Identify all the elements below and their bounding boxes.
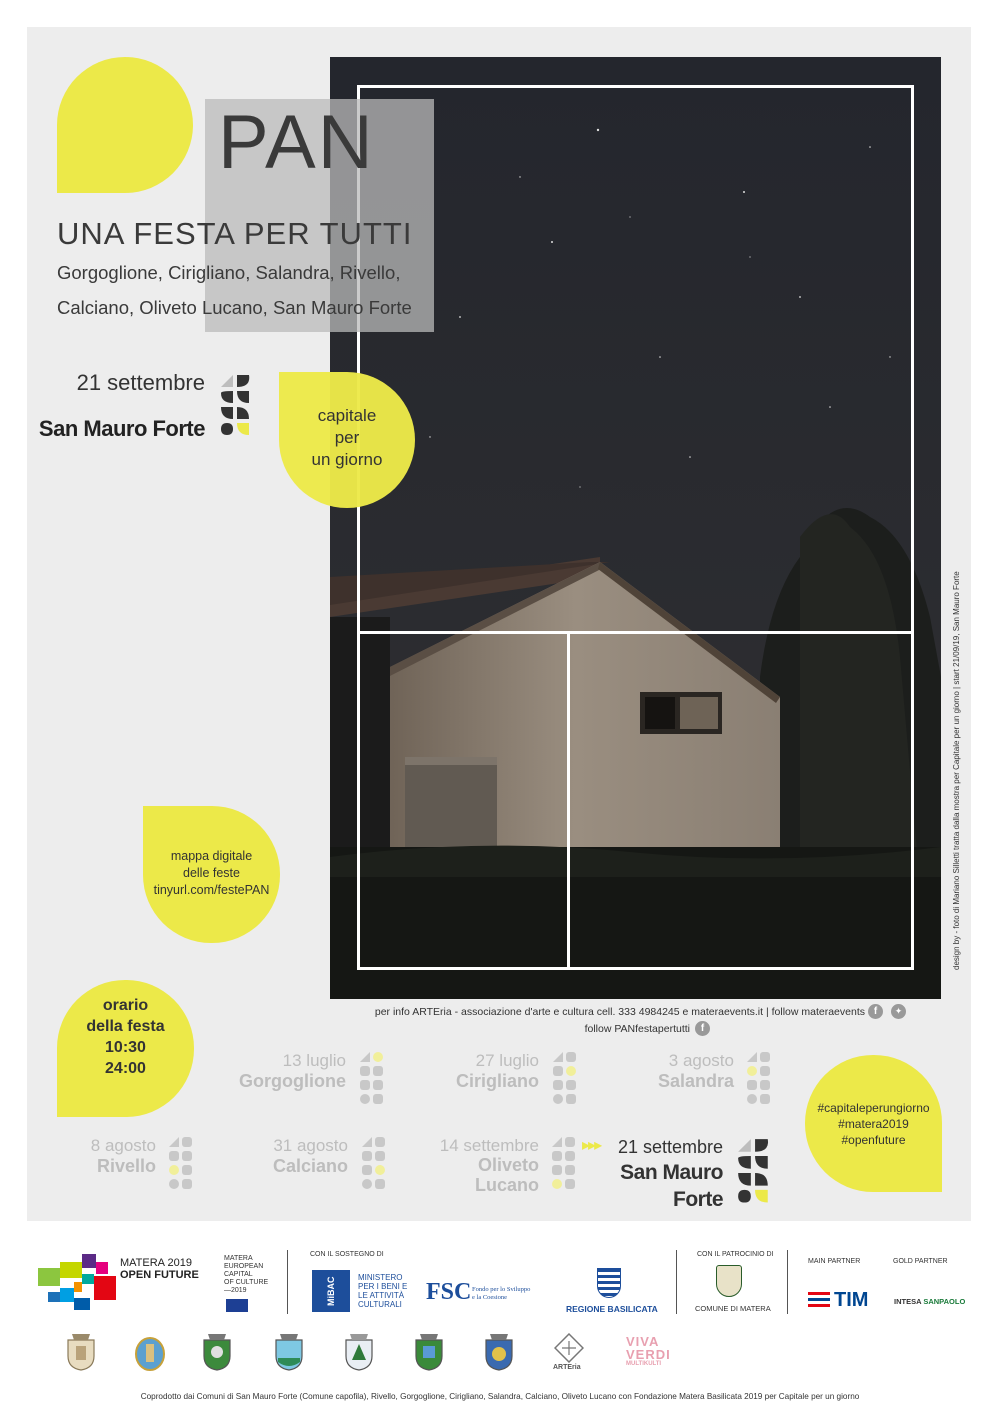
orario-line-1: orario bbox=[102, 997, 149, 1014]
matera-title-2: OPEN FUTURE bbox=[120, 1269, 199, 1281]
yellow-drop-logo bbox=[57, 57, 193, 193]
frame-divider bbox=[567, 631, 570, 969]
ecoc-line-5: —2019 bbox=[224, 1287, 247, 1294]
dot-cluster-icon-2 bbox=[551, 1050, 579, 1108]
schedule-place-6a: Oliveto bbox=[477, 1155, 539, 1175]
hashtag-3[interactable]: #openfuture bbox=[841, 1133, 906, 1147]
gold-partner-label: GOLD PARTNER bbox=[893, 1258, 948, 1265]
schedule-date-2: 27 luglio bbox=[475, 1051, 539, 1070]
ecoc-line-1: MATERA bbox=[224, 1255, 253, 1262]
schedule-date-4: 8 agosto bbox=[90, 1136, 156, 1155]
coat-of-arms-cirigliano-icon bbox=[272, 1332, 306, 1372]
ecoc-line-2: EUROPEAN bbox=[224, 1263, 264, 1270]
orario-text bbox=[57, 995, 194, 1079]
capitale-line-2: per bbox=[334, 428, 360, 447]
facebook-icon[interactable]: f bbox=[868, 1004, 883, 1019]
capitale-line-3: un giorno bbox=[311, 450, 383, 469]
tim-logo-icon bbox=[808, 1292, 830, 1310]
footer-separator-2 bbox=[676, 1250, 677, 1314]
ministero-line-1: MINISTERO bbox=[358, 1273, 403, 1282]
dot-cluster-icon-4 bbox=[167, 1135, 195, 1193]
mappa-line-2: delle feste bbox=[183, 866, 240, 880]
hashtag-2[interactable]: #matera2019 bbox=[838, 1117, 909, 1131]
schedule-date-5: 31 agosto bbox=[273, 1136, 348, 1155]
hashtag-list bbox=[805, 1100, 942, 1148]
coprodotto-text: Coprodotto dai Comuni di San Mauro Forte (Comune capofila), Rivello, Gorgoglione, Cirigliano, Salandra, Calciano, Oliveto Lucano con Fondazione Matera Basilicata 2019 per Capitale per un giorno bbox=[140, 1392, 860, 1401]
regione-basilicata-label: REGIONE BASILICATA bbox=[566, 1304, 658, 1314]
frame-middle bbox=[357, 631, 914, 634]
intesa-logo bbox=[894, 1297, 965, 1306]
schedule-place-2: Cirigliano bbox=[455, 1071, 539, 1091]
sostegno-label: CON IL SOSTEGNO DI bbox=[310, 1251, 384, 1258]
dot-cluster-icon-1 bbox=[358, 1050, 386, 1108]
facebook-icon-2[interactable]: f bbox=[695, 1021, 710, 1036]
towns-line-2: Calciano, Oliveto Lucano, San Mauro Forte bbox=[57, 297, 412, 318]
schedule-place-4: Rivello bbox=[96, 1156, 156, 1176]
capitale-text bbox=[279, 405, 415, 471]
main-partner-label: MAIN PARTNER bbox=[808, 1258, 861, 1265]
frame-right bbox=[911, 85, 914, 970]
schedule-place-7b: Forte bbox=[673, 1188, 723, 1211]
capitale-line-1: capitale bbox=[317, 406, 377, 425]
fsc-sub-2: e la Coesione bbox=[472, 1294, 508, 1301]
mappa-line-1: mappa digitale bbox=[170, 849, 253, 863]
page-title: PAN bbox=[218, 100, 375, 185]
schedule-date-1: 13 luglio bbox=[282, 1051, 346, 1070]
intesa-text: INTESA bbox=[894, 1297, 922, 1306]
ministero-line-2: PER I BENI E bbox=[358, 1282, 408, 1291]
schedule-place-6b: Lucano bbox=[474, 1175, 539, 1195]
schedule-place-5: Calciano bbox=[272, 1156, 348, 1176]
viva-line-1: VIVA bbox=[626, 1334, 660, 1349]
viva-line-2: VERDI bbox=[626, 1347, 671, 1362]
eu-flag-icon bbox=[226, 1299, 248, 1312]
arteria-logo-icon bbox=[554, 1333, 584, 1363]
ecoc-text bbox=[224, 1255, 268, 1295]
footer bbox=[0, 1221, 1000, 1416]
fsc-logo: FSC bbox=[426, 1279, 472, 1305]
regione-basilicata-shield-icon bbox=[597, 1268, 621, 1298]
sanpaolo-text: SANPAOLO bbox=[923, 1297, 966, 1306]
mappa-text[interactable] bbox=[143, 848, 280, 899]
dot-cluster-icon-3 bbox=[745, 1050, 773, 1108]
dot-cluster-icon-7 bbox=[736, 1137, 772, 1211]
dot-cluster-icon-5 bbox=[360, 1135, 388, 1193]
fsc-sub-1: Fondo per lo Sviluppo bbox=[472, 1286, 531, 1293]
footer-separator-3 bbox=[787, 1250, 788, 1314]
orario-start: 10:30 bbox=[105, 1039, 146, 1056]
schedule-place-7a: San Mauro bbox=[620, 1161, 723, 1184]
event-place: San Mauro Forte bbox=[38, 416, 205, 441]
coat-of-arms-salandra-icon bbox=[342, 1332, 376, 1372]
footer-separator-1 bbox=[287, 1250, 288, 1314]
schedule-place-1: Gorgoglione bbox=[239, 1071, 346, 1091]
dot-cluster-icon-6 bbox=[550, 1135, 578, 1193]
matera-logo-text bbox=[120, 1257, 199, 1281]
towns-line-1: Gorgoglione, Cirigliano, Salandra, Rivello, bbox=[57, 262, 401, 283]
viva-verdi-logo bbox=[626, 1335, 671, 1368]
event-date: 21 settembre bbox=[76, 370, 205, 395]
ecoc-line-3: CAPITAL bbox=[224, 1271, 253, 1278]
patrocinio-label: CON IL PATROCINIO DI bbox=[697, 1251, 774, 1258]
coat-of-arms-oliveto-lucano-icon bbox=[482, 1332, 516, 1372]
schedule-date-6: 14 settembre bbox=[439, 1136, 539, 1155]
twitter-icon[interactable]: ✦ bbox=[891, 1004, 906, 1019]
hashtag-1[interactable]: #capitaleperungiorno bbox=[817, 1101, 930, 1115]
mibac-logo: MiBAC bbox=[312, 1270, 350, 1312]
viva-line-3: MULTIKULTI bbox=[626, 1361, 662, 1367]
info-line-2: follow PANfestapertutti bbox=[584, 1023, 690, 1035]
ministero-line-3: LE ATTIVITÀ bbox=[358, 1291, 405, 1300]
comune-matera-label: COMUNE DI MATERA bbox=[695, 1304, 771, 1313]
orario-end: 24:00 bbox=[105, 1060, 146, 1077]
schedule-date-7: 21 settembre bbox=[617, 1137, 723, 1157]
ecoc-line-4: OF CULTURE bbox=[224, 1279, 269, 1286]
coat-of-arms-rivello-icon bbox=[133, 1332, 167, 1372]
ministero-line-4: CULTURALI bbox=[358, 1300, 402, 1309]
frame-top bbox=[357, 85, 914, 88]
fsc-subtitle bbox=[472, 1286, 530, 1302]
schedule-place-3: Salandra bbox=[657, 1071, 734, 1091]
coat-of-arms-gorgoglione-icon bbox=[200, 1332, 234, 1372]
matera-title-1: MATERA 2019 bbox=[120, 1257, 192, 1269]
info-line-1: per info ARTEria - associazione d'arte e cultura cell. 333 4984245 e materaevents.it | follow materaevents bbox=[374, 1006, 865, 1018]
schedule-date-3: 3 agosto bbox=[668, 1051, 734, 1070]
tim-logo-text: TIM bbox=[834, 1289, 869, 1311]
arteria-label: ARTEria bbox=[553, 1364, 581, 1371]
orario-line-2: della festa bbox=[86, 1018, 165, 1035]
ministero-text bbox=[358, 1273, 407, 1309]
dot-cluster-icon bbox=[219, 373, 253, 443]
arrow-icon: ▸▸▸ bbox=[582, 1137, 601, 1154]
frame-bottom bbox=[357, 967, 914, 970]
comune-matera-crest-icon bbox=[716, 1265, 742, 1297]
coat-of-arms-calciano-icon bbox=[412, 1332, 446, 1372]
photo-credit: design by - foto di Mariano Silletti tratta dalla mostra per Capitale per un giorno | start 21/09/19, San Mauro Forte bbox=[952, 571, 961, 970]
subtitle: UNA FESTA PER TUTTI bbox=[57, 216, 413, 251]
matera-2019-logo-icon bbox=[38, 1252, 118, 1312]
coat-of-arms-san-mauro-forte-icon bbox=[64, 1332, 98, 1372]
mappa-link[interactable]: tinyurl.com/festePAN bbox=[153, 883, 270, 897]
